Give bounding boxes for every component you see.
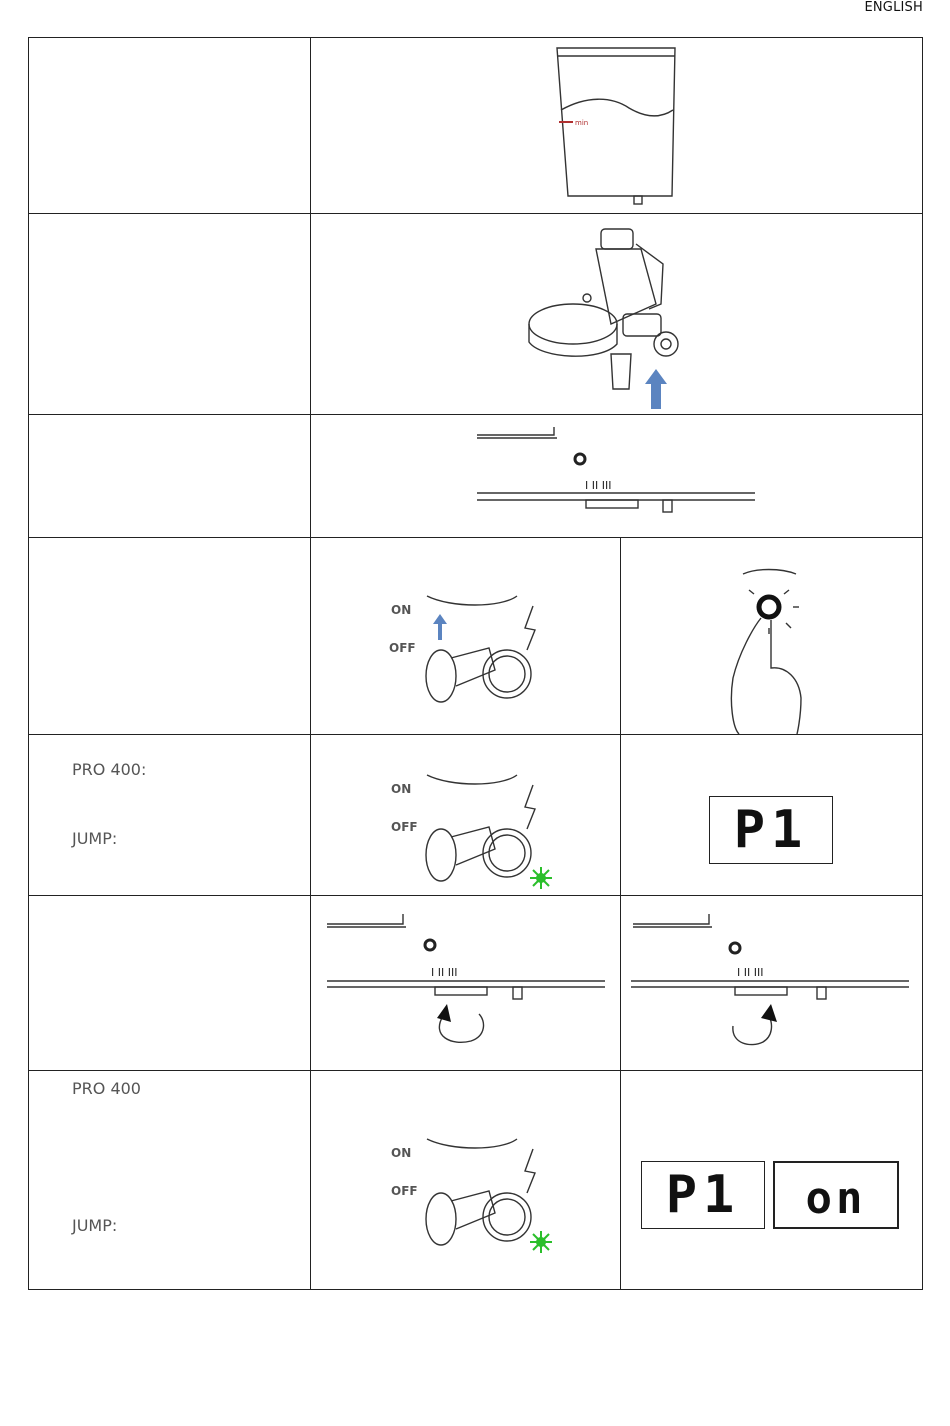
svg-text:I II III: I II III: [585, 479, 612, 492]
display-readout: P1: [733, 800, 809, 860]
table-row: [29, 38, 923, 214]
display-panel: [773, 1161, 899, 1229]
rotate-right-arrow-icon: [761, 1004, 777, 1022]
row6-text-cell: [29, 896, 311, 1071]
row4-text-cell: [29, 538, 311, 735]
model-jump-label: JUMP:: [72, 1216, 118, 1235]
display-readout: P1: [665, 1165, 741, 1225]
power-switch-illustration: [311, 538, 621, 734]
green-led-icon: [530, 867, 552, 889]
finger-press-illustration: [621, 538, 923, 734]
language-label: ENGLISH: [864, 0, 923, 15]
power-switch-illustration: [311, 735, 621, 895]
water-tank-illustration: [311, 38, 923, 213]
row5-switch-cell: [311, 735, 621, 896]
model-pro400-label: PRO 400:: [72, 760, 147, 779]
power-button-icon: [759, 597, 779, 617]
row3-text-cell: [29, 415, 311, 538]
table-row: [29, 415, 923, 538]
display-panel: [641, 1161, 765, 1229]
switch-on-label: ON: [391, 603, 412, 617]
instruction-table: [28, 37, 923, 1290]
rotate-left-arrow-icon: [437, 1004, 451, 1022]
row2-text-cell: [29, 214, 311, 415]
row7-display-cell: [621, 1071, 923, 1290]
table-row: [29, 1071, 923, 1290]
table-row: [29, 538, 923, 735]
indicator-light-icon: [730, 943, 740, 953]
row5-display-cell: [621, 735, 923, 896]
svg-text:I II III: I II III: [431, 966, 458, 979]
table-row: [29, 214, 923, 415]
dial-turn-left-illustration: [311, 896, 621, 1070]
row7-text-cell: [29, 1071, 311, 1290]
row1-image-cell: [311, 38, 923, 214]
display-panel: [709, 796, 833, 864]
green-led-icon: [530, 1231, 552, 1253]
row6-dial-right-cell: [621, 896, 923, 1071]
indicator-light-icon: [425, 940, 435, 950]
table-row: [29, 896, 923, 1071]
up-arrow-icon: [433, 614, 447, 640]
switch-off-label: OFF: [391, 820, 418, 834]
up-arrow-icon: [645, 369, 667, 409]
model-pro400-label: PRO 400: [72, 1079, 141, 1098]
row4-button-cell: [621, 538, 923, 735]
row1-text-cell: [29, 38, 311, 214]
row6-dial-left-cell: [311, 896, 621, 1071]
control-panel-illustration: [311, 415, 923, 537]
row3-image-cell: [311, 415, 923, 538]
row2-image-cell: [311, 214, 923, 415]
indicator-light-icon: [575, 454, 585, 464]
model-jump-label: JUMP:: [72, 829, 118, 848]
dial-turn-right-illustration: [621, 896, 923, 1070]
row7-switch-cell: [311, 1071, 621, 1290]
power-switch-illustration: [311, 1071, 621, 1289]
row5-text-cell: [29, 735, 311, 896]
row4-switch-cell: [311, 538, 621, 735]
display-readout: on: [805, 1173, 867, 1224]
switch-off-label: OFF: [389, 641, 416, 655]
tank-min-label: min: [575, 119, 589, 127]
valve-illustration: [311, 214, 923, 414]
switch-on-label: ON: [391, 782, 412, 796]
svg-text:I II III: I II III: [737, 966, 764, 979]
table-row: [29, 735, 923, 896]
switch-on-label: ON: [391, 1146, 412, 1160]
switch-off-label: OFF: [391, 1184, 418, 1198]
